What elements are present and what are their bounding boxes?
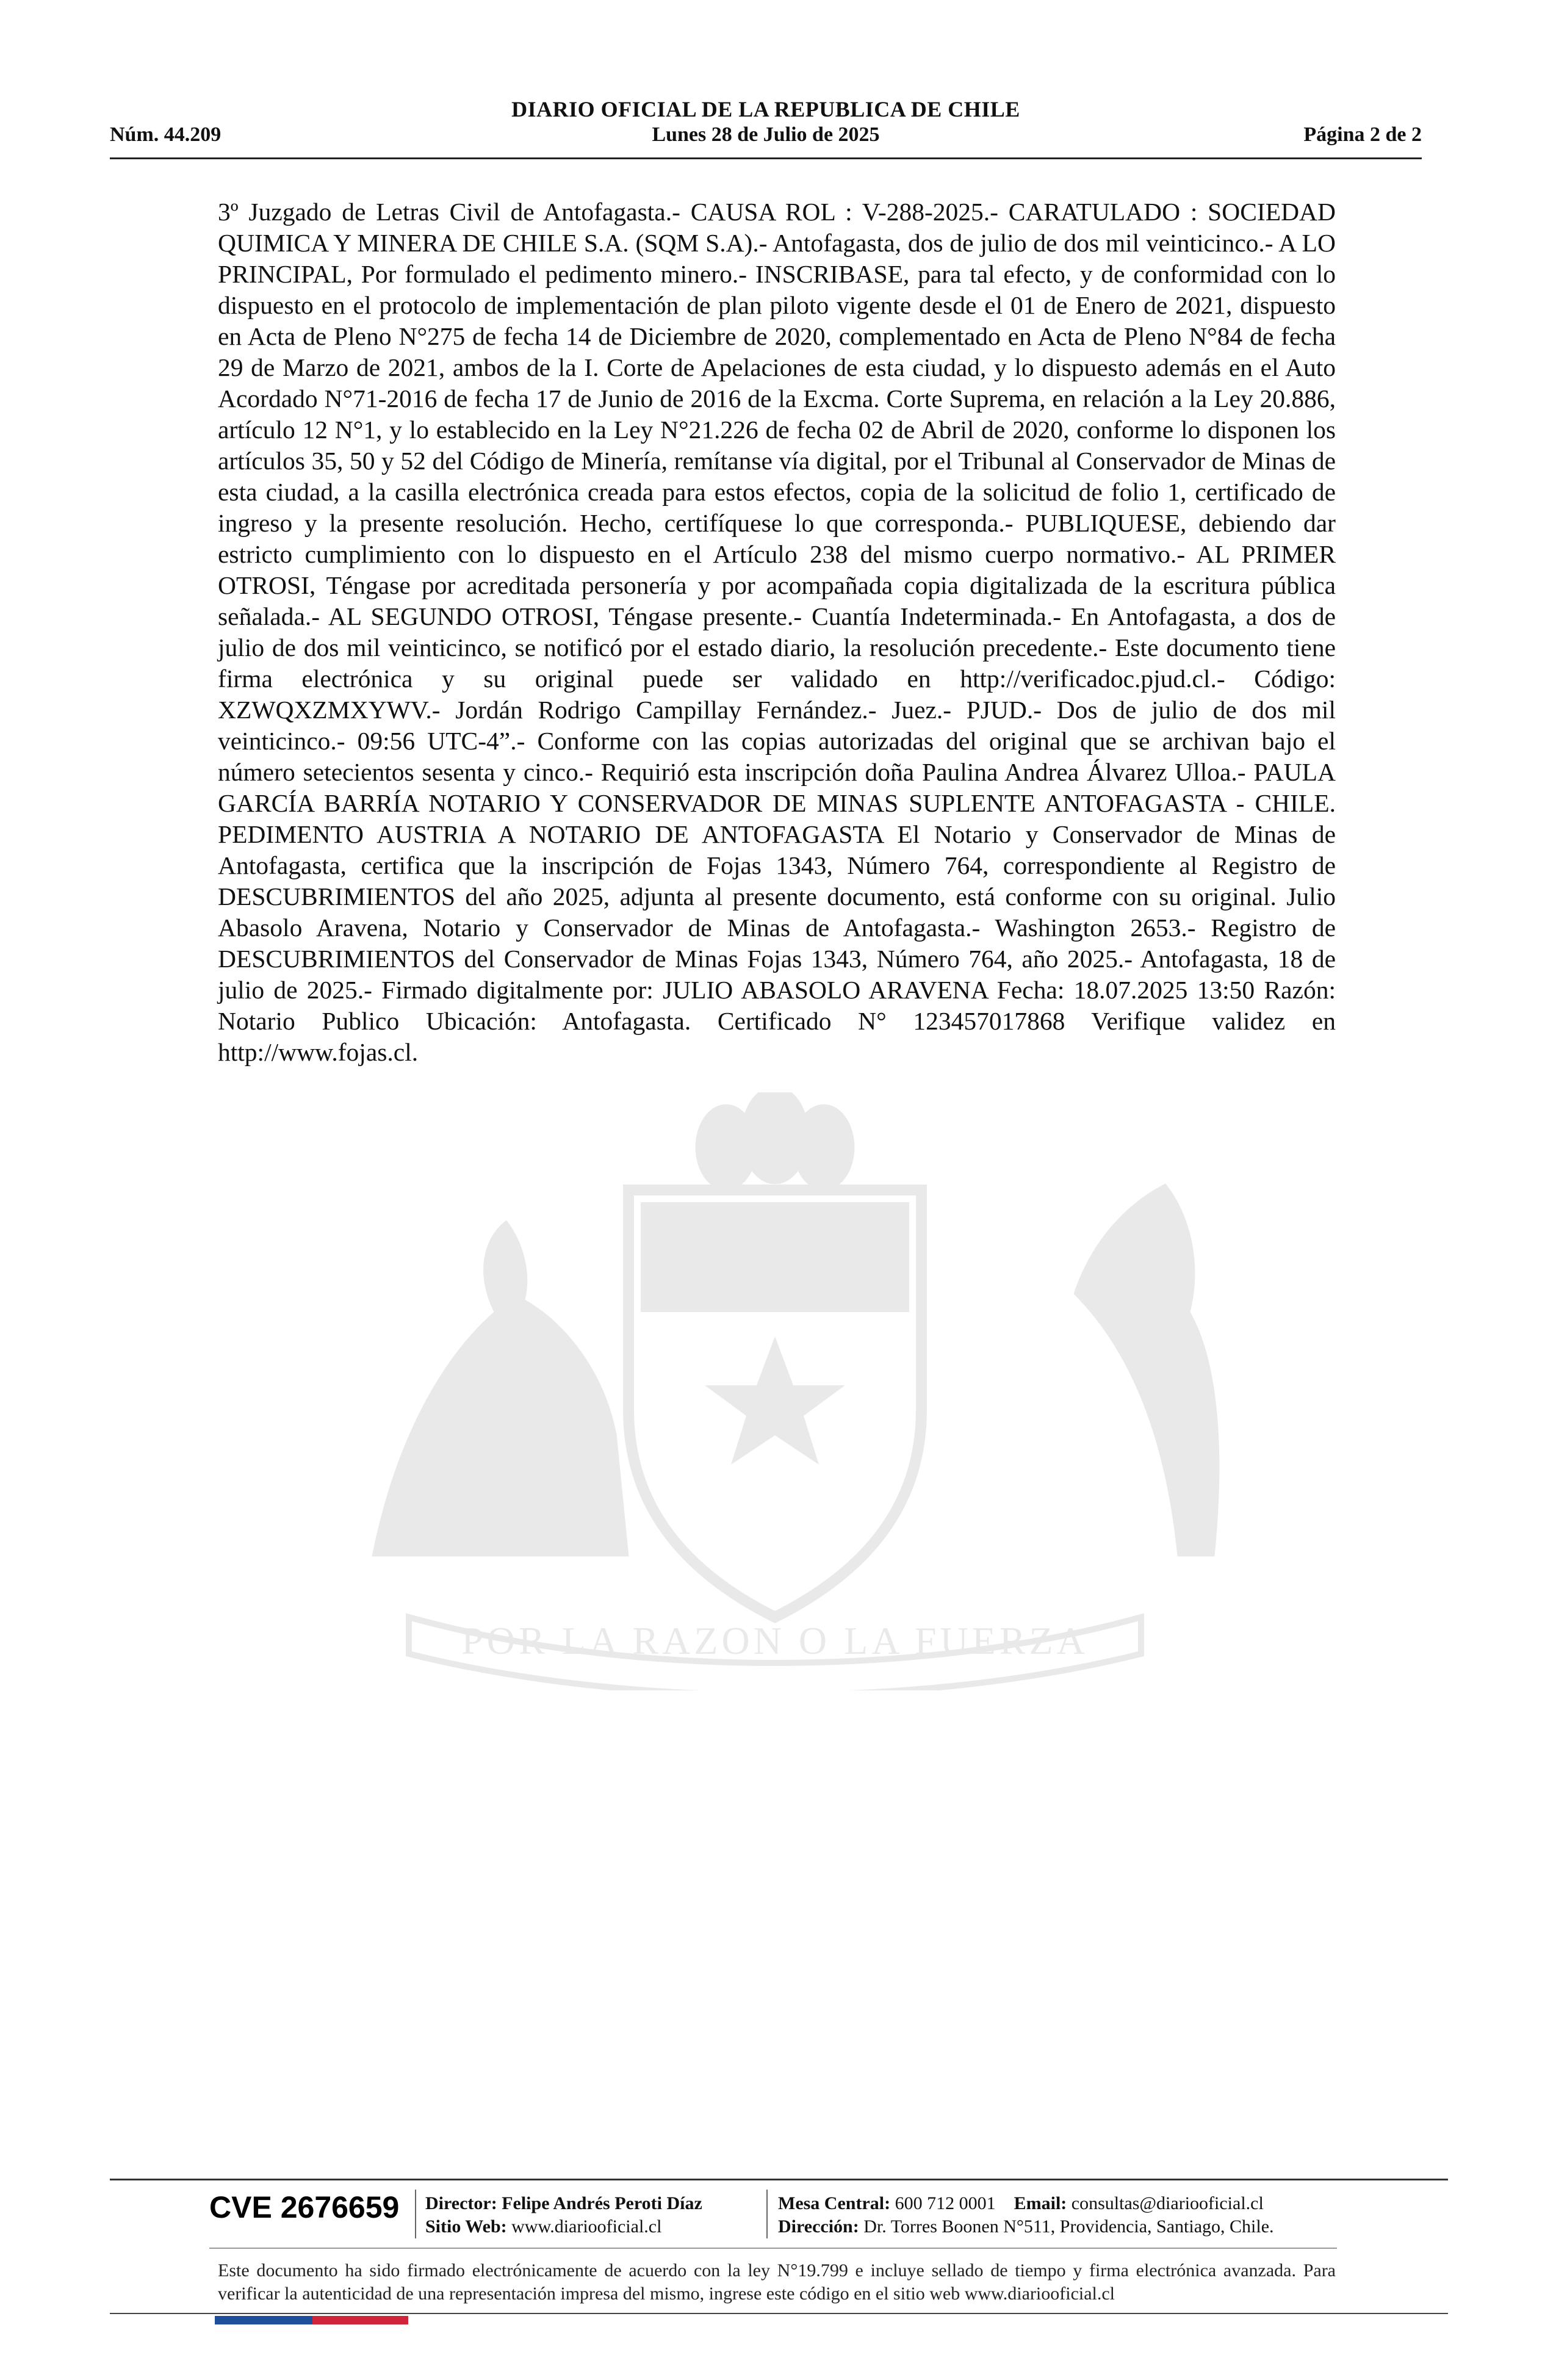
flag-stripe-blue [215, 2316, 312, 2324]
page-indicator: Página 2 de 2 [1303, 123, 1422, 146]
condor-figure [1074, 1184, 1219, 1556]
footer-director-column [425, 2192, 702, 2238]
mesa-label: Mesa Central: [778, 2193, 891, 2213]
shield-star [705, 1336, 845, 1465]
coat-of-arms-watermark [262, 1092, 1288, 1690]
page-header [110, 92, 1422, 159]
mesa-phone: 600 712 0001 [895, 2193, 996, 2213]
publication-body: 3º Juzgado de Letras Civil de Antofagasta.- CAUSA ROL : V-288-2025.- CARATULADO : SOCIEDAD QUIMICA Y MINERA DE CHILE S.A. (SQM S.A).- Antofagasta, dos de julio de dos mil veinticinco.- A LO PRINCIPAL, Por formulado el pedimento minero.- INSCRIBASE, para tal efecto, y de conformidad con lo dispuesto en el protocolo de implementación de plan piloto vigente desde el 01 de Enero de 2021, dispuesto en Acta de Pleno N°275 de fecha 14 de Diciembre de 2020, complementado en Acta de Pleno N°84 de fecha 29 de Marzo de 2021, ambos de la I. Corte de Apelaciones de esta ciudad, y lo dispuesto además en el Auto Acordado N°71-2016 de fecha 17 de Junio de 2016 de la Excma. Corte Suprema, en relación a la Ley 20.886, artículo 12 N°1, y lo establecido en la Ley N°21.226 de fecha 02 de Abril de 2020, conforme lo disponen los artículos 35, 50 y 52 del Código de Minería, remítanse vía digital, por el Tribunal al Conservador de Minas de esta ciudad, a la casilla electrónica creada para estos efectos, copia de la solicitud de folio 1, certificado de ingreso y la presente resolución. Hecho, certifíquese lo que corresponda.- PUBLIQUESE, debiendo dar estricto cumplimiento con lo dispuesto en el Artículo 238 del mismo cuerpo normativo.- AL PRIMER OTROSI, Téngase por acreditada personería y por acompañada copia digitalizada de la escritura pública señalada.- AL SEGUNDO OTROSI, Téngase presente.- Cuantía Indeterminada.- En Antofagasta, a dos de julio de dos mil veinticinco, se notificó por el estado diario, la resolución precedente.- Este documento tiene firma electrónica y su original puede ser validado en http://verificadoc.pjud.cl.- Código: XZWQXZMXYWV.- Jordán Rodrigo Campillay Fernández.- Juez.- PJUD.- Dos de julio de dos mil veinticinco.- 09:56 UTC-4”.- Conforme con las copias autorizadas del original que se archivan bajo el número setecientos sesenta y cinco.- Requirió esta inscripción doña Paulina Andrea Álvarez Ulloa.- PAULA GARCÍA BARRÍA NOTARIO Y CONSERVADOR DE MINAS SUPLENTE ANTOFAGASTA - CHILE. PEDIMENTO AUSTRIA A NOTARIO DE ANTOFAGASTA El Notario y Conservador de Minas de Antofagasta, certifica que la inscripción de Fojas 1343, Número 764, correspondiente al Registro de DESCUBRIMIENTOS del año 2025, adjunta al presente documento, está conforme con su original. Julio Abasolo Aravena, Notario y Conservador de Minas de Antofagasta.- Washington 2653.- Registro de DESCUBRIMIENTOS del Conservador de Minas Fojas 1343, Número 764, año 2025.- Antofagasta, 18 de julio de 2025.- Firmado digitalmente por: JULIO ABASOLO ARAVENA Fecha: 18.07.2025 13:50 Razón: Notario Publico Ubicación: Antofagasta. Certificado N° 123457017868 Verifique validez en http://www.fojas.cl. [218, 198, 1336, 1066]
address-value: Dr. Torres Boonen N°511, Providencia, Santiago, Chile. [863, 2216, 1274, 2237]
footer-separator-2 [766, 2190, 768, 2238]
email-link[interactable]: consultas@diariooficial.cl [1071, 2193, 1264, 2213]
flag-stripe-red [312, 2316, 408, 2324]
masthead-title: DIARIO OFICIAL DE LA REPUBLICA DE CHILE [511, 97, 1020, 121]
motto-text: POR LA RAZON O LA FUERZA [461, 1619, 1089, 1662]
shield-band [641, 1202, 909, 1312]
footer-divider-top [110, 2179, 1448, 2180]
footer-contact-column [778, 2192, 1274, 2238]
issue-date: Lunes 28 de Julio de 2025 [652, 123, 880, 146]
cve-code: CVE 2676659 [209, 2190, 400, 2224]
email-label: Email: [1014, 2193, 1067, 2213]
header-divider [110, 157, 1422, 159]
address-label: Dirección: [778, 2216, 859, 2237]
footer-separator-1 [415, 2190, 416, 2238]
huemul-figure [372, 1221, 629, 1556]
footer-divider-mid [209, 2248, 1337, 2249]
issue-number: Núm. 44.209 [110, 123, 222, 146]
website-label: Sitio Web: [425, 2216, 507, 2237]
legal-notice: Este documento ha sido firmado electrónicamente de acuerdo con la ley N°19.799 e incluye sellado de tiempo y firma electrónica avanzada. Para verificar la autenticidad de una representación impresa del mismo, ingrese este código en el sitio web www.diariooficial.cl [218, 2260, 1336, 2304]
flag-stripe [215, 2316, 408, 2324]
director-name: Felipe Andrés Peroti Díaz [502, 2193, 702, 2213]
director-label: Director: [425, 2193, 497, 2213]
footer-divider-bottom [110, 2313, 1448, 2314]
website-link[interactable]: www.diariooficial.cl [511, 2216, 662, 2237]
plume-right [793, 1105, 854, 1190]
